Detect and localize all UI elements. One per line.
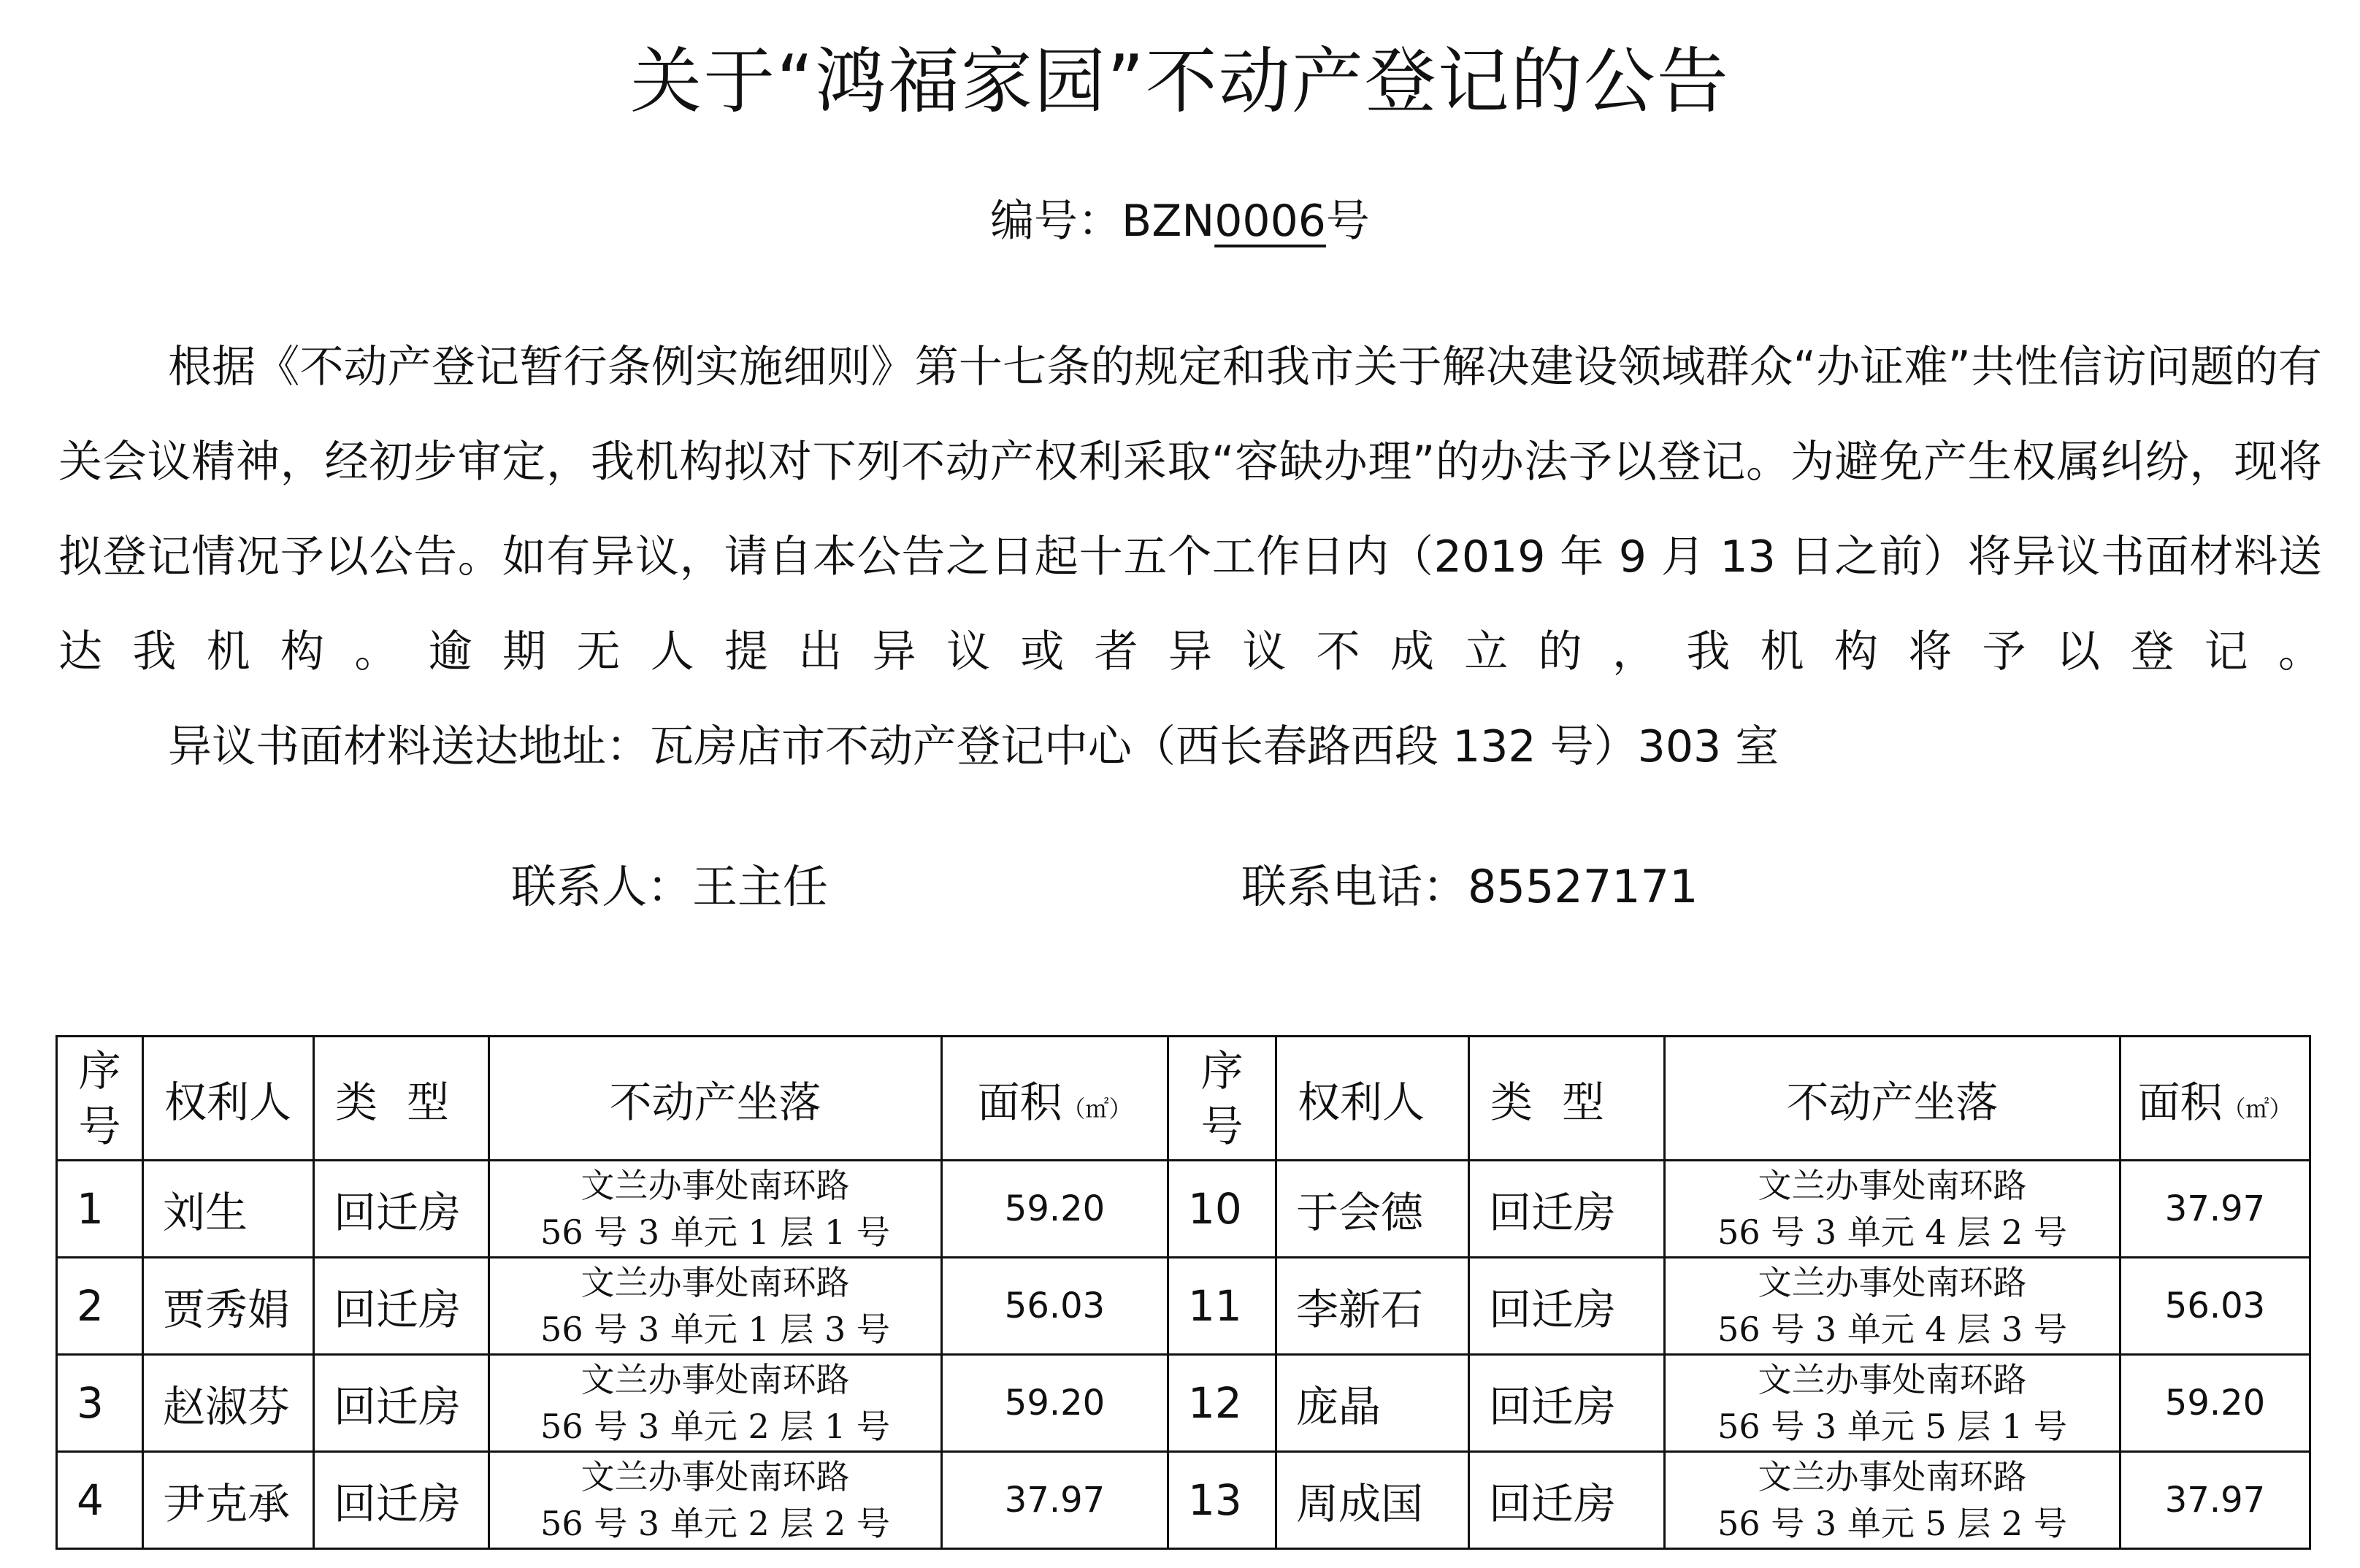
cell-holder: 赵淑芬 xyxy=(143,1355,314,1452)
cell-location: 文兰办事处南环路 56 号 3 单元 2 层 2 号 xyxy=(489,1452,942,1549)
cell-seq: 13 xyxy=(1168,1452,1276,1549)
cell-holder: 于会德 xyxy=(1276,1161,1469,1258)
serial-suffix: 号 xyxy=(1325,196,1370,247)
cell-location: 文兰办事处南环路 56 号 3 单元 5 层 2 号 xyxy=(1665,1452,2120,1549)
header-seq: 序 号 xyxy=(1168,1037,1276,1161)
header-holder: 权利人 xyxy=(1276,1037,1469,1161)
header-type: 类型 xyxy=(314,1037,489,1161)
cell-location: 文兰办事处南环路 56 号 3 单元 2 层 1 号 xyxy=(489,1355,942,1452)
cell-type: 回迁房 xyxy=(314,1258,489,1355)
cell-location: 文兰办事处南环路 56 号 3 单元 1 层 1 号 xyxy=(489,1161,942,1258)
cell-area: 37.97 xyxy=(942,1452,1168,1549)
header-seq: 序 号 xyxy=(57,1037,143,1161)
cell-seq: 11 xyxy=(1168,1258,1276,1355)
cell-location: 文兰办事处南环路 56 号 3 单元 4 层 3 号 xyxy=(1665,1258,2120,1355)
table-header-row xyxy=(57,1037,2310,1161)
cell-seq: 2 xyxy=(57,1258,143,1355)
cell-holder: 贾秀娟 xyxy=(143,1258,314,1355)
cell-area: 56.03 xyxy=(2120,1258,2310,1355)
table-row xyxy=(57,1161,2310,1258)
address-paragraph: 异议书面材料送达地址：瓦房店市不动产登记中心（西长春路西段 132 号）303 室 xyxy=(168,721,1779,772)
cell-seq: 1 xyxy=(57,1161,143,1258)
cell-seq: 4 xyxy=(57,1452,143,1549)
serial-prefix: 编号：BZN xyxy=(990,196,1215,247)
cell-area: 37.97 xyxy=(2120,1452,2310,1549)
cell-holder: 尹克承 xyxy=(143,1452,314,1549)
header-area: 面积（㎡） xyxy=(942,1037,1168,1161)
main-paragraph: 根据《不动产登记暂行条例实施细则》第十七条的规定和我市关于解决建设领域群众“办证难”共性信访问题的有关会议精神，经初步审定，我机构拟对下列不动产权利采取“容缺办理”的办法予以登记。为避免产生权属纠纷，现将拟登记情况予以公告。如有异议，请自本公告之日起十五个工作日内（2019 年 9 月 13 日之前）将异议书面材料送达我机构。逾期无人提出异议或者异议不成立的，我机构将予以登记。 xyxy=(58,342,2322,677)
cell-type: 回迁房 xyxy=(314,1355,489,1452)
cell-area: 37.97 xyxy=(2120,1161,2310,1258)
contact-phone: 联系电话：85527171 xyxy=(1241,860,1698,913)
cell-area: 56.03 xyxy=(942,1258,1168,1355)
table-row xyxy=(57,1452,2310,1549)
cell-holder: 刘生 xyxy=(143,1161,314,1258)
cell-type: 回迁房 xyxy=(1469,1452,1665,1549)
cell-seq: 3 xyxy=(57,1355,143,1452)
table-row xyxy=(57,1355,2310,1452)
cell-seq: 10 xyxy=(1168,1161,1276,1258)
serial-number xyxy=(0,188,2360,254)
cell-holder: 庞晶 xyxy=(1276,1355,1469,1452)
header-location: 不动产坐落 xyxy=(489,1037,942,1161)
contact-person: 联系人：王主任 xyxy=(511,860,829,913)
table-row xyxy=(57,1258,2310,1355)
serial-number-value: 0006 xyxy=(1214,196,1326,247)
header-holder: 权利人 xyxy=(143,1037,314,1161)
cell-area: 59.20 xyxy=(942,1161,1168,1258)
registration-table xyxy=(55,1035,2311,1550)
cell-seq: 12 xyxy=(1168,1355,1276,1452)
cell-location: 文兰办事处南环路 56 号 3 单元 4 层 2 号 xyxy=(1665,1161,2120,1258)
header-area: 面积（㎡） xyxy=(2120,1037,2310,1161)
cell-location: 文兰办事处南环路 56 号 3 单元 5 层 1 号 xyxy=(1665,1355,2120,1452)
cell-type: 回迁房 xyxy=(1469,1355,1665,1452)
cell-area: 59.20 xyxy=(2120,1355,2310,1452)
cell-area: 59.20 xyxy=(942,1355,1168,1452)
page-title: 关于“鸿福家园”不动产登记的公告 xyxy=(630,40,1730,123)
cell-type: 回迁房 xyxy=(1469,1258,1665,1355)
cell-type: 回迁房 xyxy=(314,1452,489,1549)
header-location: 不动产坐落 xyxy=(1665,1037,2120,1161)
header-type: 类型 xyxy=(1469,1037,1665,1161)
cell-location: 文兰办事处南环路 56 号 3 单元 1 层 3 号 xyxy=(489,1258,942,1355)
cell-type: 回迁房 xyxy=(314,1161,489,1258)
cell-holder: 周成国 xyxy=(1276,1452,1469,1549)
cell-holder: 李新石 xyxy=(1276,1258,1469,1355)
cell-type: 回迁房 xyxy=(1469,1161,1665,1258)
